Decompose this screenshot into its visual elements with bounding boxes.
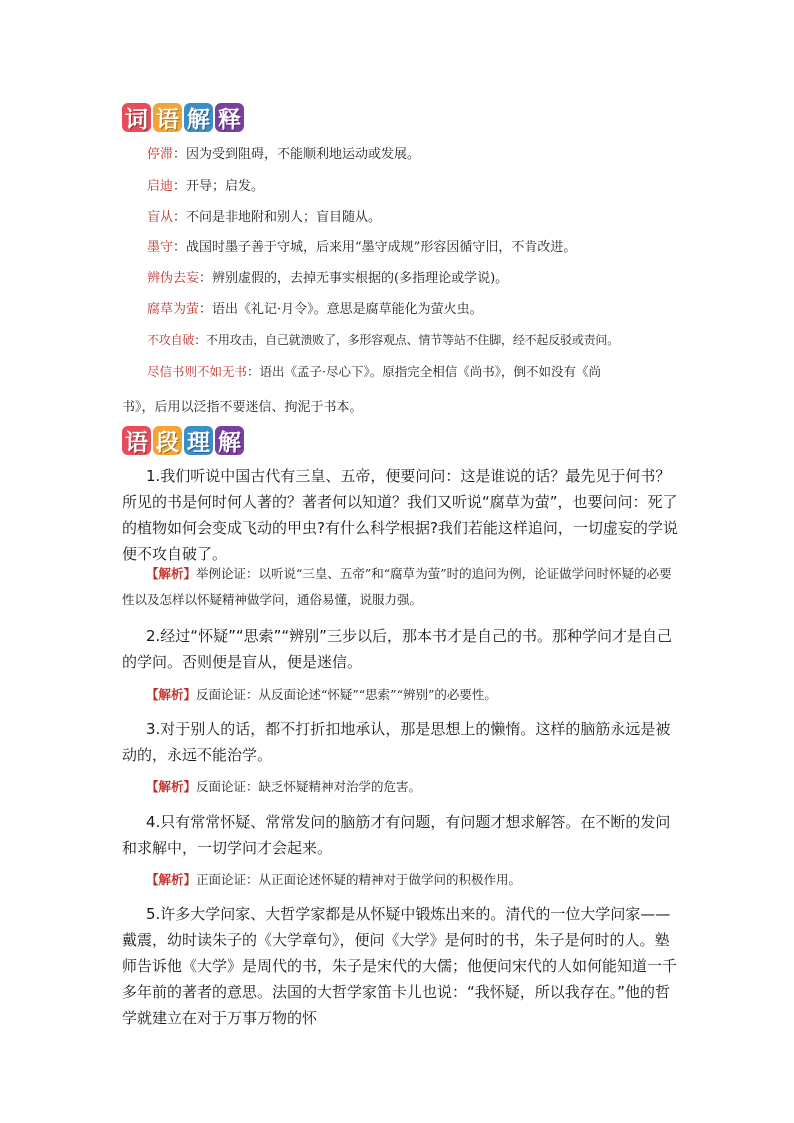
definition-term: 辨伪去妄 [147, 271, 200, 286]
definition-sep: ： [199, 271, 213, 286]
passage-paragraph: 5.许多大学问家、大哲学家都是从怀疑中锻炼出来的。清代的一位大学问家——戴震，幼时读朱子的《大学章句》，便问《大学》是何时的书，朱子是何时的人。塾师告诉他《大学》是周代的书，朱子是宋代的大儒；他便问宋代的人如何能知道一千多年前的著者的意思。法国的大哲学家笛卡儿也说：“我怀疑，所以我存在。”他的哲学就建立在对于万事万物的怀 [122, 905, 678, 1027]
definition-sep: ： [173, 210, 187, 225]
definition-text: 不问是非地附和别人；盲目随从。 [186, 210, 382, 225]
heading-tile: 释 [215, 103, 244, 132]
definition-item [147, 270, 677, 288]
definition-term: 腐草为萤 [147, 302, 200, 317]
heading-tile: 解 [215, 426, 244, 455]
analysis-text: 举例论证：以听说“三皇、五帝”和“腐草为萤”时的追问为例，论证做学问时怀疑的必要性以及怎样以怀疑精神做学问，通俗易懂，说服力强。 [122, 566, 672, 607]
analysis-tag: 【解析】 [146, 687, 197, 702]
heading-tile: 语 [122, 426, 151, 455]
definition-item [147, 239, 677, 257]
definition-text: 语出《礼记·月令》。意思是腐草能化为萤火虫。 [212, 302, 483, 317]
analysis-note [122, 774, 680, 800]
analysis-note [122, 561, 680, 613]
definition-text: 开导；启发。 [186, 179, 265, 194]
definition-item [147, 209, 677, 227]
analysis-text: 正面论证：从正面论述怀疑的精神对于做学问的积极作用。 [196, 872, 522, 887]
section-heading-vocabulary [122, 103, 244, 132]
passage-paragraph: 2.经过“怀疑”“思索”“辨别”三步以后，那本书才是自己的书。那种学问才是自己的学问。否则便是盲从，便是迷信。 [122, 627, 672, 671]
heading-tile: 语 [153, 103, 182, 132]
analysis-note [122, 682, 680, 708]
passage-paragraph: 4.只有常常怀疑、常常发问的脑筋才有问题，有问题才想求解答。在不断的发问和求解中，一切学问才会起来。 [122, 813, 671, 857]
passage-paragraph: 1.我们听说中国古代有三皇、五帝，便要问问：这是谁说的话？最先见于何书？所见的书是何时何人著的？著者何以知道？我们又听说“腐草为萤”，也要问问：死了的植物如何会变成飞动的甲虫?有什么科学根据?我们若能这样追问，一切虚妄的学说便不攻自破了。 [122, 467, 678, 563]
definition-item [147, 301, 677, 319]
definition-continuation: 书》，后用以泛指不要迷信、拘泥于书本。 [122, 400, 363, 415]
definition-term: 墨守 [147, 240, 174, 255]
definition-sep: ： [173, 179, 187, 194]
definition-sep: ： [247, 364, 260, 379]
definition-text: 辨别虚假的，去掉无事实根据的(多指理论或学说)。 [212, 271, 509, 286]
heading-tile: 词 [122, 103, 151, 132]
heading-tile: 理 [184, 426, 213, 455]
definition-item [147, 364, 677, 381]
analysis-text: 反面论证：从反面论述“怀疑”“思索”“辨别”的必要性。 [196, 687, 497, 702]
passage-paragraph: 3.对于别人的话，都不打折扣地承认，那是思想上的懒惰。这样的脑筋永远是被动的，永远不能治学。 [122, 720, 671, 764]
definition-sep: ： [199, 302, 213, 317]
definition-term: 停滞 [147, 147, 174, 162]
definition-term: 盲从 [147, 210, 174, 225]
definition-sep: ： [173, 147, 187, 162]
definition-term: 启迪 [147, 179, 174, 194]
definition-item [147, 178, 677, 196]
definition-sep: ： [194, 333, 207, 347]
definition-text: 战国时墨子善于守城，后来用“墨守成规”形容因循守旧，不肯改进。 [186, 240, 577, 255]
analysis-text: 反面论证：缺乏怀疑精神对治学的危害。 [196, 779, 422, 794]
definition-text: 不用攻击，自己就溃败了，多形容观点、情节等站不住脚，经不起反驳或责问。 [206, 333, 620, 347]
analysis-tag: 【解析】 [146, 872, 197, 887]
definition-sep: ： [173, 240, 187, 255]
analysis-tag: 【解析】 [146, 566, 197, 581]
definition-text: 因为受到阻碍，不能顺利地运动或发展。 [186, 147, 421, 162]
definition-term: 不攻自破 [147, 333, 195, 347]
heading-tile: 段 [153, 426, 182, 455]
definition-item [147, 332, 677, 348]
analysis-note [122, 867, 680, 893]
heading-tile: 解 [184, 103, 213, 132]
definition-term: 尽信书则不如无书 [147, 364, 248, 379]
definition-item [147, 146, 677, 164]
section-heading-passage [122, 426, 244, 455]
definition-text: 语出《孟子·尽心下》。原指完全相信《尚书》，倒不如没有《尚 [259, 364, 602, 379]
analysis-tag: 【解析】 [146, 779, 197, 794]
